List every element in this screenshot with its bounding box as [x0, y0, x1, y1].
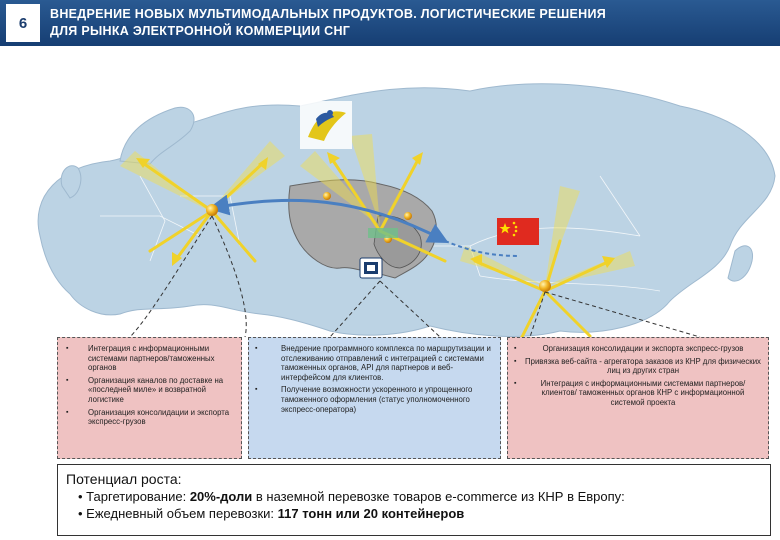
china-flag-icon: [497, 218, 539, 245]
page-number: 6: [6, 4, 40, 42]
page-title-line-1: ВНЕДРЕНИЕ НОВЫХ МУЛЬТИМОДАЛЬНЫХ ПРОДУКТОВ. ЛОГИСТИЧЕСКИЕ РЕШЕНИЯ: [50, 7, 607, 21]
target-label: Таргетирование:: [86, 489, 190, 504]
growth-potential-panel: [57, 464, 771, 536]
daily-volume-value: 117 тонн или 20 контейнеров: [277, 506, 465, 521]
list-item: ▪ Организация консолидации и экспорта экспресс-грузов: [514, 344, 762, 354]
growth-potential-title: Потенциал роста:: [66, 471, 182, 487]
eaeu-logo: [300, 101, 352, 149]
hub-russia-central: [404, 212, 412, 220]
list-item: ▪ Организация консолидации и экспорта экспресс-грузов: [66, 408, 235, 427]
list-item: ▪ Получение возможности ускоренного и упрощенного таможенного оформления (статус уполномоченного экспресс-оператора): [255, 385, 494, 414]
hub-europe: [206, 204, 218, 216]
customs-logo: [360, 258, 382, 278]
hub-russia-west: [323, 192, 331, 200]
info-box-europe: [57, 337, 242, 459]
daily-volume-label: Ежедневный объем перевозки:: [86, 506, 278, 521]
kazakhstan-label-box: [368, 228, 398, 238]
list-item: ▪ Организация каналов по доставке на «последней миле» и возвратной логистике: [66, 376, 235, 405]
page-title-line-2: ДЛЯ РЫНКА ЭЛЕКТРОННОЙ КОММЕРЦИИ СНГ: [50, 24, 351, 38]
list-item: ▪ Внедрение программного комплекса по маршрутизации и отслеживанию отправлений с интеграцией с системами таможенных органов, API для партнеров и веб-интерфейсом для клиентов.: [255, 344, 494, 382]
target-description: в наземной перевозке товаров e-commerce из КНР в Европу:: [252, 489, 625, 504]
info-box-cis: [248, 337, 501, 459]
list-item: ▪ Интеграция с информационными системами партнеров/клиентов/ таможенных органов КНР с информационной системой проекта: [514, 379, 762, 408]
list-item: ▪ Привязка веб-сайта - агрегатора заказов из КНР для физических лиц из других стран: [514, 357, 762, 376]
hub-china: [539, 280, 551, 292]
growth-potential-line-1: • Таргетирование: 20%-доли в наземной перевозке товаров e-commerce из КНР в Европу:: [78, 489, 625, 504]
info-box-china: [507, 337, 769, 459]
japan: [728, 246, 753, 281]
target-share: 20%-доли: [189, 489, 253, 504]
page-title: [50, 6, 770, 40]
growth-potential-line-2: • Ежедневный объем перевозки: 117 тонн или 20 контейнеров: [78, 506, 465, 521]
eurasia-map: [0, 46, 780, 346]
list-item: ▪ Интеграция с информационными системами партнеров/таможенных органов: [66, 344, 235, 373]
header-bar: [0, 0, 780, 46]
